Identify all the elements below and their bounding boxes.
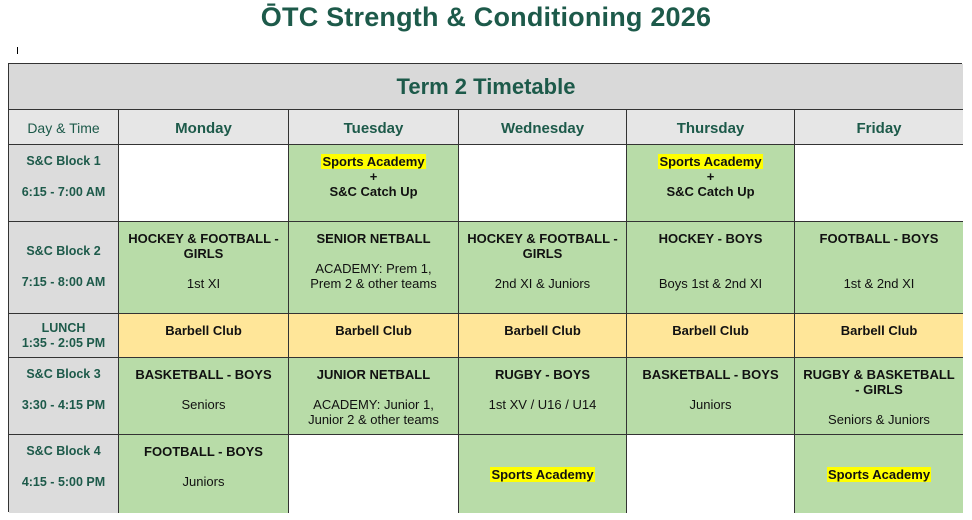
session-cell [627,222,795,314]
session-detail: Junior 2 & other teams [308,412,439,427]
block-name: S&C Block 3 [26,367,101,381]
day-header-monday: Monday [119,110,289,145]
session-cell [459,435,627,513]
session-title: S&C Catch Up [666,184,755,199]
session-cell [289,222,459,314]
plus-sign: + [706,169,715,184]
session-cell [627,145,795,222]
session-title: Barbell Club [335,323,412,338]
lunch-session [627,314,795,358]
session-detail: ACADEMY: Prem 1, [315,261,432,276]
session-detail: Seniors & Juniors [828,412,930,427]
session-detail: Juniors [182,474,225,489]
block-label-4 [9,435,119,513]
session-title: SENIOR NETBALL [316,231,431,246]
session-cell [795,222,963,314]
block-label-1 [9,145,119,222]
lunch-session [119,314,289,358]
session-title: BASKETBALL - BOYS [642,367,779,382]
session-empty [627,435,795,513]
session-empty [119,145,289,222]
block-name: S&C Block 2 [26,244,101,258]
session-detail: Seniors [181,397,226,412]
session-title: BASKETBALL - BOYS [135,367,272,382]
session-detail: 2nd XI & Juniors [494,276,591,291]
session-title: HOCKEY & FOOTBALL - [467,231,618,246]
session-title: GIRLS [522,246,563,261]
session-title: - GIRLS [855,382,903,397]
block-name: LUNCH [41,320,86,335]
session-title: Barbell Club [672,323,749,338]
session-title: HOCKEY & FOOTBALL - [128,231,279,246]
block-label-2 [9,222,119,314]
corner-header: Day & Time [9,110,119,145]
text-cursor [17,47,18,54]
lunch-session [795,314,963,358]
day-header-wednesday: Wednesday [459,110,627,145]
timetable-table [8,63,962,512]
session-title: FOOTBALL - BOYS [144,444,263,459]
session-detail: Juniors [689,397,732,412]
lunch-session [459,314,627,358]
session-title: HOCKEY - BOYS [658,231,763,246]
session-cell [119,358,289,435]
block-name: S&C Block 1 [26,154,101,168]
session-title: Barbell Club [840,323,918,338]
session-title: GIRLS [183,246,224,261]
block-time: 1:35 - 2:05 PM [21,335,106,350]
block-name: S&C Block 4 [26,444,101,458]
session-cell [459,358,627,435]
session-detail: 1st XV / U16 / U14 [488,397,597,412]
session-title: JUNIOR NETBALL [316,367,431,382]
block-label-lunch [9,314,119,358]
session-cell [119,222,289,314]
session-cell [795,358,963,435]
session-title: Barbell Club [165,323,242,338]
day-header-thursday: Thursday [627,110,795,145]
session-title: S&C Catch Up [329,184,418,199]
session-detail: 1st & 2nd XI [843,276,915,291]
table-title: Term 2 Timetable [9,64,963,110]
plus-sign: + [369,169,378,184]
session-detail: ACADEMY: Junior 1, [313,397,434,412]
session-empty [459,145,627,222]
session-detail: Prem 2 & other teams [310,276,437,291]
session-title: FOOTBALL - BOYS [819,231,939,246]
block-time: 6:15 - 7:00 AM [21,185,106,199]
highlighted-text: Sports Academy [827,466,931,482]
highlighted-text: Sports Academy [659,154,762,169]
day-header-tuesday: Tuesday [289,110,459,145]
highlighted-text: Sports Academy [491,466,594,482]
session-cell [119,435,289,513]
block-time: 4:15 - 5:00 PM [21,475,106,489]
day-header-friday: Friday [795,110,963,145]
session-title: RUGBY & BASKETBALL [803,367,955,382]
lunch-session [289,314,459,358]
session-title: Barbell Club [504,323,581,338]
session-cell [459,222,627,314]
session-empty [289,435,459,513]
highlighted-text: Sports Academy [322,154,425,169]
session-detail: Boys 1st & 2nd XI [658,276,763,291]
document-title: ŌTC Strength & Conditioning 2026 [260,2,712,32]
session-cell [289,145,459,222]
session-cell [795,435,963,513]
block-time: 3:30 - 4:15 PM [21,398,106,412]
session-title: RUGBY - BOYS [494,367,591,382]
session-empty [795,145,963,222]
session-cell [627,358,795,435]
session-detail: 1st XI [186,276,221,291]
block-label-3 [9,358,119,435]
session-cell [289,358,459,435]
block-time: 7:15 - 8:00 AM [21,275,106,289]
